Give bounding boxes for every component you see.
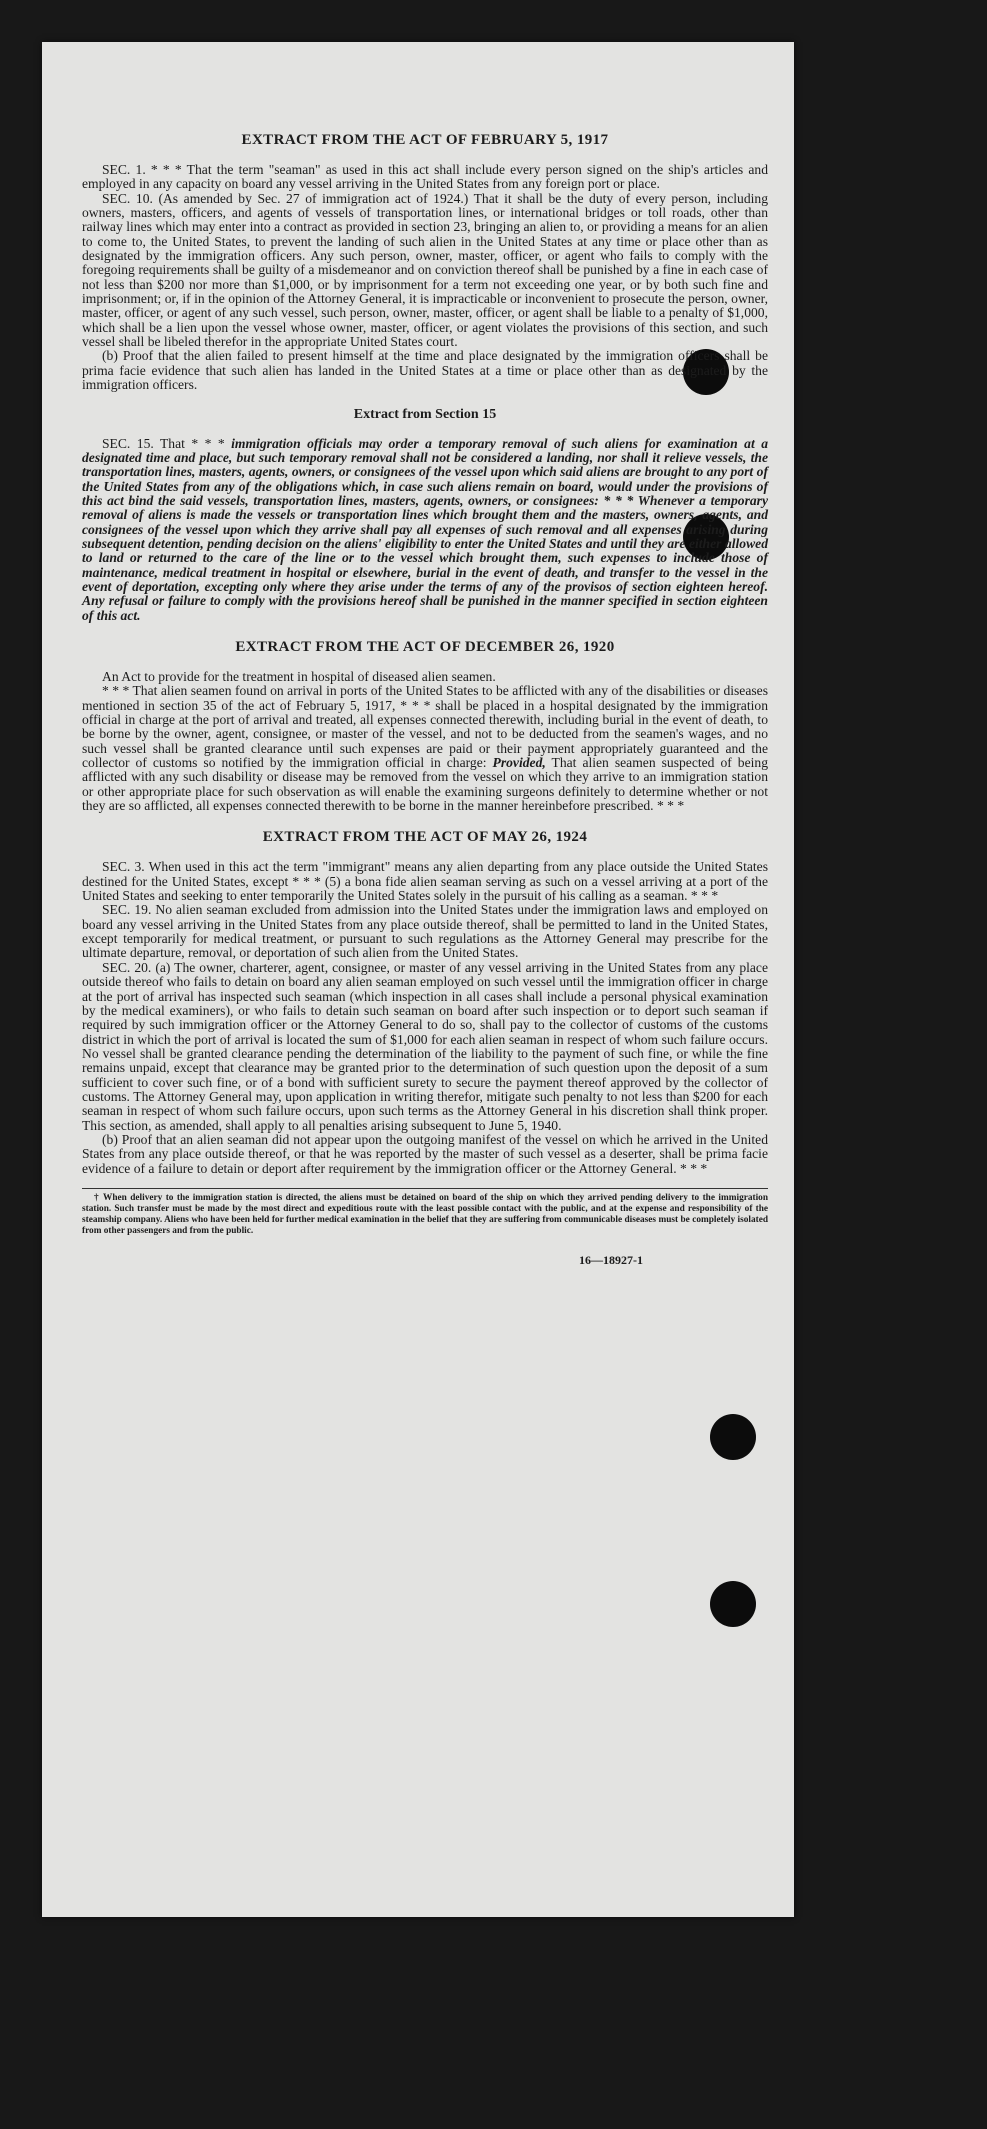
proviso-label: Provided,	[492, 755, 546, 771]
heading-act-1917: EXTRACT FROM THE ACT OF FEBRUARY 5, 1917	[241, 132, 609, 148]
heading-section-15: Extract from Section 15	[353, 406, 497, 422]
punch-hole	[710, 1581, 756, 1627]
act-1920-title: An Act to provide for the treatment in hospital of diseased alien seamen.	[102, 668, 496, 684]
section-15-body: immigration officials may order a temporary removal of such aliens for examination at a designated time and place, but such temporary removal shall not be considered a landing, nor shall it relieve vessels, the transportation lines, masters, agents, owners, or consignees of the vessel upon which said aliens are brought to any port of the United States from any of the obligations which, in case such aliens remain on board, would under the provisions of this act bind the said vessels, transportation lines, masters, agents, owners, or consignees: * * * Whenever a temporary removal of aliens is made the vessels or transportation lines which brought them and the masters, owners, agents, and consignees of the vessel upon which they arrive shall pay all expenses of such removal and all expenses arising during subsequent detention, pending decision on the aliens' eligibility to enter the United States and until they are either allowed to land or returned to the care of the line or to the vessel which brought them, such expenses to include those of maintenance, medical treatment in hospital or elsewhere, burial in the event of death, and transfer to the vessel in the event of deportation, excepting only where they arise under the terms of any of the provisos of section eighteen hereof. Any refusal or failure to comply with the provisions hereof shall be punished in the manner specified in section eighteen of this act.	[82, 435, 769, 623]
section-1: SEC. 1. * * * That the term "seaman" as used in this act shall include every person signed on the ship's articles and employed in any capacity on board any vessel arriving in the United States from any foreign port or place.	[82, 162, 768, 192]
footnote: † When delivery to the immigration station is directed, the aliens must be detained on board of the ship on which they arrived pending delivery to the immigration station. Such transfer must be made by the most direct and expeditious route with the least possible contact with the public, and at the expense and responsibility of the steamship company. Aliens who have been held for further medical examination in the belief that they are suffering from communicable diseases must be completely isolated from other passengers and from the public.	[82, 1192, 768, 1236]
section-10: SEC. 10. (As amended by Sec. 27 of immigration act of 1924.) That it shall be the duty of every person, including owners, masters, officers, and agents of vessels of transportation lines, or international bridges or toll roads, other than railway lines which may enter into a contract as provided in section 23, bringing an alien to, or providing a means for an alien to come to, the United States, to prevent the landing of such alien in the United States at any time or place other than as designated by the immigration officers. Any such person, owner, master, officer, or agent who fails to comply with the foregoing requirements shall be guilty of a misdemeanor and on conviction thereof shall be punished by a fine in each case of not less than $200 nor more than $1,000, or by imprisonment for a term not exceeding one year, or by both such fine and imprisonment; or, if in the opinion of the Attorney General, it is impracticable or inconvenient to prosecute the person, owner, master, officer, or agent of any such vessel, such person, owner, master, officer, or agent shall be liable to a penalty of $1,000, which shall be a lien upon the vessel whose owner, master, officer, or agent violates the provisions of this section, and such vessel shall be libeled therefor in the appropriate United States court.	[82, 190, 768, 350]
document-number: 16—18927-1	[579, 1252, 643, 1267]
section-20-b: (b) Proof that an alien seaman did not appear upon the outgoing manifest of the vessel on which he arrived in the United States from any place outside thereof, or that he was reported by the master of such vessel as a deserter, shall be prima facie evidence of a failure to detain or deport after requirement by the immigration officer or the Attorney General. * * *	[82, 1131, 768, 1176]
section-19: SEC. 19. No alien seaman excluded from admission into the United States under the immigration laws and employed on board any vessel arriving in the United States from any place outside thereof, shall be permitted to land in the United States, except temporarily for medical treatment, or pursuant to such regulations as the Attorney General may prescribe for the ultimate departure, removal, or deportation of such alien from the United States.	[82, 902, 768, 961]
heading-act-1920: EXTRACT FROM THE ACT OF DECEMBER 26, 1920	[235, 638, 615, 655]
section-20: SEC. 20. (a) The owner, charterer, agent, consignee, or master of any vessel arriving in the United States from any place outside thereof who fails to detain on board any alien seaman employed on such vessel until the immigration officer in charge at the port of arrival has inspected such seaman (which inspection in all cases shall include a personal physical examination by the medical examiners), or who fails to detain such seaman on board after such inspection or to deport such seaman if required by such immigration officer or the Attorney General to do so, shall pay to the collector of customs of the customs district in which the port of arrival is located the sum of $1,000 for each alien seaman in respect of whom such failure occurs. No vessel shall be granted clearance pending the determination of the liability to the payment of such fine, or while the fine remains unpaid, except that clearance may be granted prior to the determination of such question upon the deposit of a sum sufficient to cover such fine, or of a bond with sufficient surety to secure the payment thereof approved by the collector of customs. The Attorney General may, upon application in writing therefor, mitigate such penalty to not less than $200 for each seaman in respect of whom such failure occurs, upon such terms as the Attorney General in his discretion shall think proper. This section, as amended, shall apply to all penalties arising subsequent to June 5, 1940.	[82, 959, 768, 1133]
document-page	[42, 42, 794, 1917]
act-1920-body-b: That alien seamen suspected of being afflicted with any such disability or disease may be removed from the vessel on which they arrive to an immigration station or other appropriate place for such observation as will enable the examining surgeons definitely to determine whether or not they are so afflicted, all expenses connected therewith to be borne in the manner hereinbefore prescribed. * * *	[82, 755, 768, 814]
heading-act-1924: EXTRACT FROM THE ACT OF MAY 26, 1924	[262, 829, 588, 846]
act-1920-body	[82, 684, 768, 813]
section-15	[82, 437, 768, 623]
act-1920-body-a: * * * That alien seamen found on arrival in ports of the United States to be afflicted with any of the disabilities or diseases mentioned in section 35 of the act of February 5, 1917, * * * shall be placed in a hospital designated by the immigration official in charge at the port of arrival and treated, all expenses connected therewith, including burial in the event of death, to be borne by the owner, agent, consignee, or master of the vessel, and not to be deducted from the seamen's wages, and no such vessel shall be granted clearance until such expenses are paid or their payment appropriately guaranteed and the collector of customs so notified by the immigration official in charge:	[82, 683, 768, 771]
section-15-lead: SEC. 15. That * * *	[102, 435, 225, 451]
section-10-b: (b) Proof that the alien failed to present himself at the time and place designated by the immigration officers shall be prima facie evidence that such alien has landed in the United States at a time or place other than as designated by the immigration officers.	[82, 348, 768, 393]
footnote-divider	[82, 1188, 768, 1189]
document-body	[82, 132, 768, 1268]
punch-hole	[710, 1414, 756, 1460]
section-3: SEC. 3. When used in this act the term "immigrant" means any alien departing from any place outside the United States destined for the United States, except * * * (5) a bona fide alien seaman serving as such on a vessel arriving at a port of the United States and seeking to enter temporarily the United States solely in the pursuit of his calling as a seaman. * * *	[82, 859, 768, 904]
